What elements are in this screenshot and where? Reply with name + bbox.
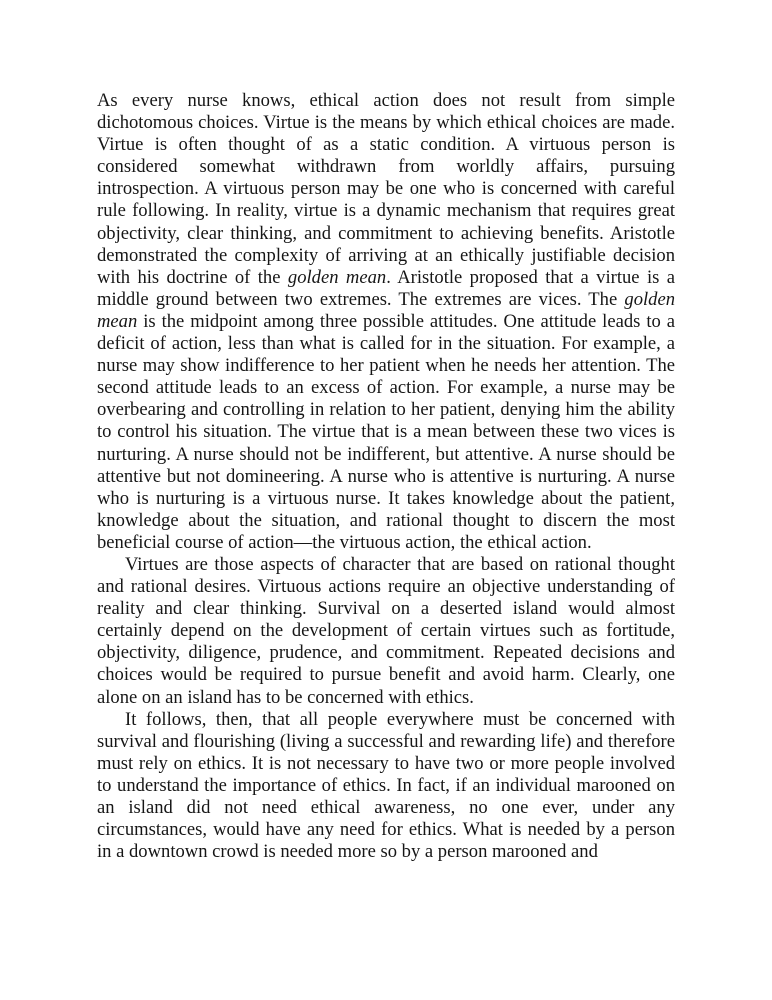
paragraph-survival: [97, 709, 675, 864]
text-segment: As every nurse knows, ethical action does not result from simple dichotomous choices. Virtue is the means by which ethical choices are made. Virtue is often thought of as a static condition. A virtuous person is considered somewhat withdrawn from worldly affairs, pursuing introspection. A virtuous person may be one who is concerned with careful rule following. In reality, virtue is a dynamic mechanism that requires great objectivity, clear thinking, and commitment to achieving benefits. Aristotle demonstrated the complexity of arriving at an ethically justifiable decision with his doctrine of the: [97, 90, 675, 288]
page-body: [97, 90, 675, 863]
italic-term-golden-mean: golden mean: [97, 288, 675, 332]
paragraph-virtues: [97, 554, 675, 709]
text-segment: It follows, then, that all people everywhere must be concerned with survival and flourishing (living a successful and rewarding life) and therefore must rely on ethics. It is not necessary to have two or more people involved to understand the importance of ethics. In fact, if an individual marooned on an island did not need ethical awareness, no one ever, under any circumstances, would have any need for ethics. What is needed by a person in a downtown crowd is needed more so by a person marooned and: [97, 708, 675, 863]
text-segment: . Aristotle proposed that a virtue is a middle ground between two extremes. The extremes are vices. The: [97, 266, 676, 310]
paragraph-golden-mean: [97, 90, 675, 554]
text-segment: Virtues are those aspects of character that are based on rational thought and rational desires. Virtuous actions require an objective understanding of reality and clear thinking. Survival on a deserted island would almost certainly depend on the development of certain virtues such as fortitude, objectivity, diligence, prudence, and commitment. Repeated decisions and choices would be required to pursue benefit and avoid harm. Clearly, one alone on an island has to be concerned with ethics.: [97, 553, 675, 708]
text-segment: is the midpoint among three possible attitudes. One attitude leads to a deficit of action, less than what is called for in the situation. For example, a nurse may show indifference to her patient when he needs her attention. The second attitude leads to an excess of action. For example, a nurse may be overbearing and controlling in relation to her patient, denying him the ability to control his situation. The virtue that is a mean between these two vices is nurturing. A nurse should not be indifferent, but attentive. A nurse should be attentive but not domineering. A nurse who is attentive is nurturing. A nurse who is nurturing is a virtuous nurse. It takes knowledge about the patient, knowledge about the situation, and rational thought to discern the most beneficial course of action—the virtuous action, the ethical action.: [97, 310, 675, 553]
italic-term-golden-mean: golden mean: [287, 266, 387, 288]
